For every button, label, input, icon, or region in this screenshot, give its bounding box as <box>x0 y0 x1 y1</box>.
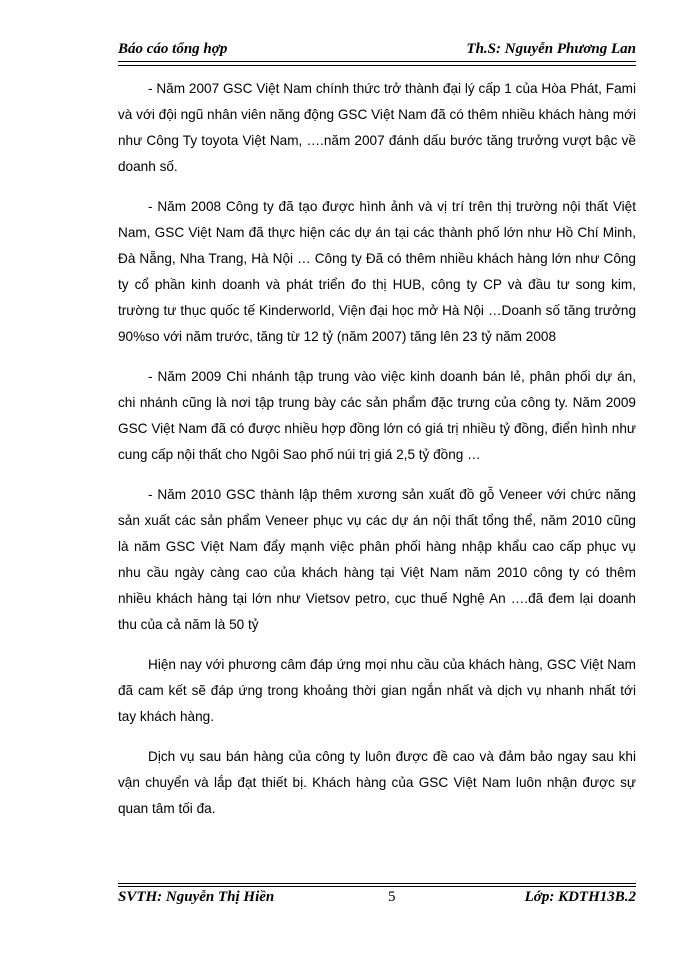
page-footer <box>118 889 636 911</box>
header-report-title: Báo cáo tổng hợp <box>118 41 228 57</box>
header-divider-secondary <box>118 65 636 66</box>
body-text <box>118 76 636 836</box>
paragraph-2008: - Năm 2008 Công ty đã tạo được hình ảnh và vị trí trên thị trường nội thất Việt Nam, GSC Việt Nam đã thực hiện các dự án tại các thành phố lớn như Hồ Chí Minh, Đà Nẵng, Nha Trang, Hà Nội … Công ty Đã có thêm nhiều khách hàng lớn như Công ty cổ phần kinh doanh và phát triển đo thị HUB, công ty CP và đầu tư song kim, trường tư thục quốc tế Kinderworld, Viện đại học mở Hà Nội …Doanh số tăng trưởng 90%so với năm trước, tăng từ 12 tỷ (năm 2007) tăng lên 23 tỷ năm 2008 <box>118 199 636 344</box>
header-divider <box>118 61 636 62</box>
page-header <box>118 37 636 61</box>
header-supervisor: Th.S: Nguyễn Phương Lan <box>466 41 636 57</box>
paragraph-after-sales: Dịch vụ sau bán hàng của công ty luôn được đề cao và đảm bảo ngay sau khi vận chuyển và lắp đạt thiết bị. Khách hàng của GSC Việt Nam luôn nhận được sự quan tâm tối đa. <box>118 749 636 816</box>
footer-divider <box>118 886 636 887</box>
paragraph-2010: - Năm 2010 GSC thành lập thêm xương sản xuất đồ gỗ Veneer với chức năng sản xuất các sản phẩm Veneer phục vụ các dự án nội thất tổng thể, năm 2010 cũng là năm GSC Việt Nam đẩy mạnh việc phân phối hàng nhập khẩu cao cấp phục vụ nhu cầu ngày càng cao của khách hàng tại Việt Nam năm 2010 công ty có thêm nhiều khách hàng tại lớn như Vietsov petro, cục thuế Nghệ An ….đã đem lại doanh thu của cả năm là 50 tỷ <box>118 487 636 632</box>
footer-divider-secondary <box>118 883 636 884</box>
page-number: 5 <box>388 889 396 905</box>
paragraph-2009: - Năm 2009 Chi nhánh tập trung vào việc kinh doanh bán lẻ, phân phối dự án, chi nhánh cũng là nơi tập trung bày các sản phẩm đặc trưng của công ty. Năm 2009 GSC Việt Nam đã có được nhiều hợp đồng lớn có giá trị nhiều tỷ đồng, điển hình như cung cấp nội thất cho Ngôi Sao phố núi trị giá 2,5 tỷ đồng … <box>118 369 636 462</box>
footer-class-code: Lớp: KDTH13B.2 <box>524 889 636 905</box>
footer-student-name: SVTH: Nguyễn Thị Hiền <box>118 889 275 905</box>
paragraph-2007: - Năm 2007 GSC Việt Nam chính thức trở thành đại lý cấp 1 của Hòa Phát, Fami và với đội ngũ nhân viên năng động GSC Việt Nam đã có thêm nhiều khách hàng mới như Công Ty toyota Việt Nam, ….năm 2007 đánh dấu bước tăng trưởng vượt bậc về doanh số. <box>118 81 636 174</box>
paragraph-commitment: Hiện nay với phương câm đáp ứng mọi nhu cầu của khách hàng, GSC Việt Nam đã cam kết sẽ đáp ứng trong khoảng thời gian ngắn nhất và dịch vụ nhanh nhất tới tay khách hàng. <box>118 657 636 724</box>
